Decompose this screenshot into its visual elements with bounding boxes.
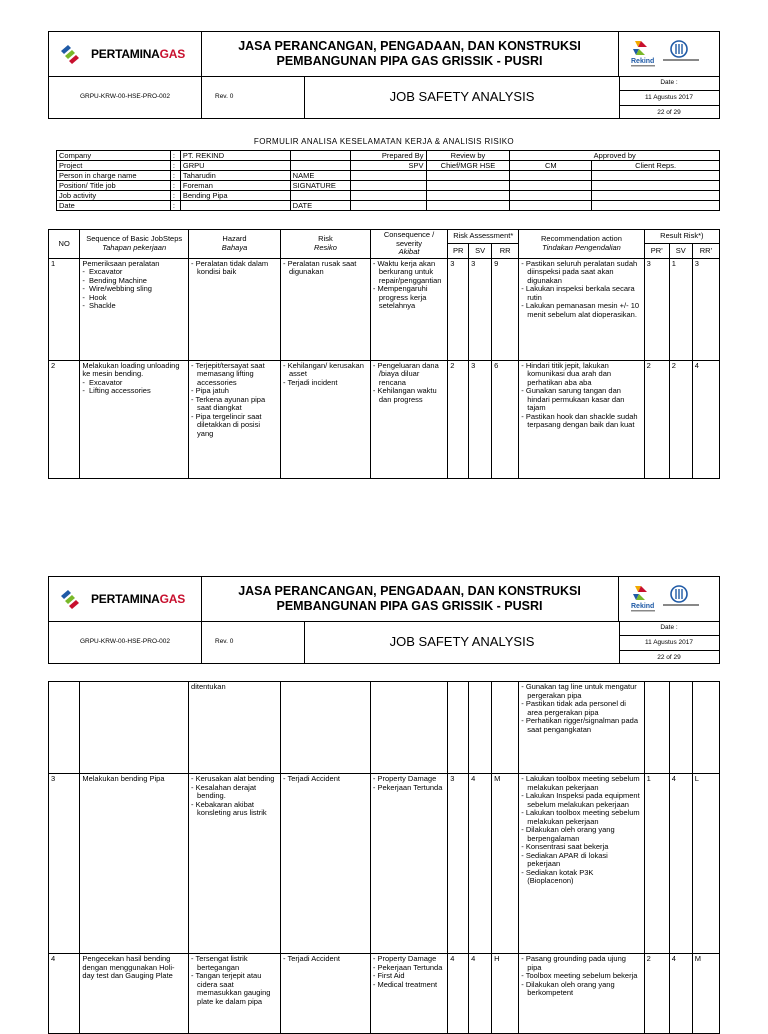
pertamina-gas-logo: PERTAMINAGAS: [49, 577, 202, 621]
project-title: JASA PERANCANGAN, PENGADAAN, DAN KONSTRUKSI PEMBANGUNAN PIPA GAS GRISSIK - PUSRI: [201, 32, 619, 76]
table-row: ditentukan - Gunakan tag line untuk mengatur pergerakan pipa - Pastikan tidak ada personel di area pergerakan pipa - Perhatikan rigger/signalman pada saat pengangkatan: [49, 682, 720, 774]
pertamina-gas-logo: PERTAMINAGAS: [49, 32, 202, 76]
pertamina-logo-icon: [59, 588, 85, 610]
document-title: JOB SAFETY ANALYSIS: [305, 76, 620, 118]
svg-text:Rekind: Rekind: [631, 603, 655, 610]
project-title: JASA PERANCANGAN, PENGADAAN, DAN KONSTRUKSI PEMBANGUNAN PIPA GAS GRISSIK - PUSRI: [201, 577, 619, 621]
document-header: [48, 31, 720, 119]
jsa-table-page2: [48, 681, 720, 1034]
revision: Rev. 0: [201, 621, 305, 663]
document-header-page2: [48, 576, 720, 664]
document-number: GRPU-KRW-00-HSE-PRO-002: [49, 76, 202, 118]
document-title: JOB SAFETY ANALYSIS: [305, 621, 620, 663]
pertamina-logo-icon: [59, 43, 85, 65]
table-row: 3 Melakukan bending Pipa - Kerusakan alat bending - Kesalahan derajat bending. - Kebakaran akibat konsleting arus listrik - Terjadi Accident - Property Damage - Pekerjaan Tertunda 3 4 M - Lakukan toolbox meeting sebelum melakukan pekerjaan - Lakukan Inspeksi pada equipment sebelum melakukan pekerjaan - Lakukan toolbox meeting sebelum melakukan pekerjaan - Dilakukan oleh orang yang berpengalaman - Konsentrasi saat bekerja - Sediakan APAR di lokasi pekerjaan - Sediakan kotak P3K (Bioplacenon) 1 4 L: [49, 774, 720, 954]
table-row: 1 Pemeriksaan peralatan - Excavator - Bending Machine - Wire/webbing sling - Hook - Shackle - Peralatan tidak dalam kondisi baik - Peralatan rusak saat digunakan - Waktu kerja akan berkurang untuk repair/penggantian - Mempengaruhi progress kerja setelahnya 3 3 9 - Pastikan seluruh peralatan sudah diinspeksi pada saat akan digunakan - Lakukan inspeksi berkala secara rutin - Lakukan pemanasan mesin +/- 10 menit sebelum alat dioperasikan. 3 1 3: [49, 258, 720, 360]
page-number: 22 of 29: [657, 109, 681, 116]
svg-text:Rekind: Rekind: [631, 58, 655, 65]
date-page-box: Date : 11 Agustus 2017 22 of 29: [619, 621, 719, 663]
form-info-table: Company : PT. REKIND Prepared By Review by Approved by Project : GRPU SPV Chief/MGR HSE CM Client Reps. Person in charge name : Taharudin NAME Position/ Title job : Foreman SIGNATURE Job activity : Bending Pipa Date : DATE: [56, 150, 720, 211]
form-title: FORMULIR ANALISA KESELAMATAN KERJA & ANALISIS RISIKO: [253, 137, 515, 146]
rekind-logo: [619, 577, 719, 621]
revision: Rev. 0: [201, 76, 305, 118]
table-header-row: NO Sequence of Basic JobSteps Tahapan pekerjaan Hazard Bahaya Risk Resiko Consequence / severity Akibat Risk Assessment* Recommendation action Tindakan Pengendalian Result Risk*): [49, 230, 720, 244]
date-page-box: Date : 11 Agustus 2017 22 of 29: [619, 76, 719, 118]
table-row: 4 Pengecekan hasil bending dengan menggunakan Holi-day test dan Gauging Plate - Tersengat listrik bertegangan - Tangan terjepit atau cidera saat memasukkan gauging plate ke dalam pipa - Terjadi Accident - Property Damage - Pekerjaan Tertunda - First Aid - Medical treatment 4 4 H - Pasang grounding pada ujung pipa - Toolbox meeting sebelum bekerja - Dilakukan oleh orang yang berkompetent 2 4 M: [49, 954, 720, 1034]
page-number: 22 of 29: [657, 654, 681, 661]
rekind-logo: [619, 32, 719, 76]
table-row: 2 Melakukan loading unloading ke mesin bending. - Excavator - Lifting accessories - Terjepit/tersayat saat memasang lifting accessories - Pipa jatuh - Terkena ayunan pipa saat diangkat - Pipa tergelincir saat diletakkan di posisi yang - Kehilangan/ kerusakan asset - Terjadi incident - Pengeluaran dana /biaya diluar rencana - Kehilangan waktu dan progress 2 3 6 - Hindari titik jepit, lakukan komunikasi dua arah dan perhatikan aba aba - Gunakan sarung tangan dan hindari permukaan kasar dan tajam - Pastikan hook dan shackle sudah terpasang dengan baik dan kuat 2 2 4: [49, 360, 720, 478]
document-number: GRPU-KRW-00-HSE-PRO-002: [49, 621, 202, 663]
jsa-table-page1: NO Sequence of Basic JobSteps Tahapan pekerjaan Hazard Bahaya Risk Resiko Consequence / severity Akibat Risk Assessment* Recommendation action Tindakan Pengendalian Result Risk*) PR SV RR PR' SV RR' 1 Pemeriksaan peralatan - Excavator - Bending Machine - Wire/webbing sling - Hook - Shackle - Peralatan tidak dalam kondisi baik - Peralatan rusak saat digunakan - Waktu kerja akan berkurang untuk repair/penggantian - Mempengaruhi progress kerja setelahnya 3 3 9 - Pastikan seluruh peralatan sudah diinspeksi pada saat akan digunakan - Lakukan inspeksi berkala secara rutin - Lakukan pemanasan mesin +/- 10 menit sebelum alat dioperasikan. 3 1 3 2 Melakukan loading unloading ke mesin bending. - Excavator - Lifting accessories - Terjepit/tersayat saat memasang lifting accessories - Pipa jatuh - Terkena ayunan pipa saat diangkat - Pipa tergelincir saat diletakkan di posisi yang - Kehilangan/ kerusakan asset - Terjadi incident - Pengeluaran dana /biaya diluar rencana - Kehilangan waktu dan progress 2 3 6 - Hindari titik jepit, lakukan komunikasi dua arah dan perhatikan aba aba - Gunakan sarung tangan dan hindari permukaan kasar dan tajam - Pastikan hook dan shackle sudah terpasang dengan baik dan kuat 2 2 4: [48, 229, 720, 479]
